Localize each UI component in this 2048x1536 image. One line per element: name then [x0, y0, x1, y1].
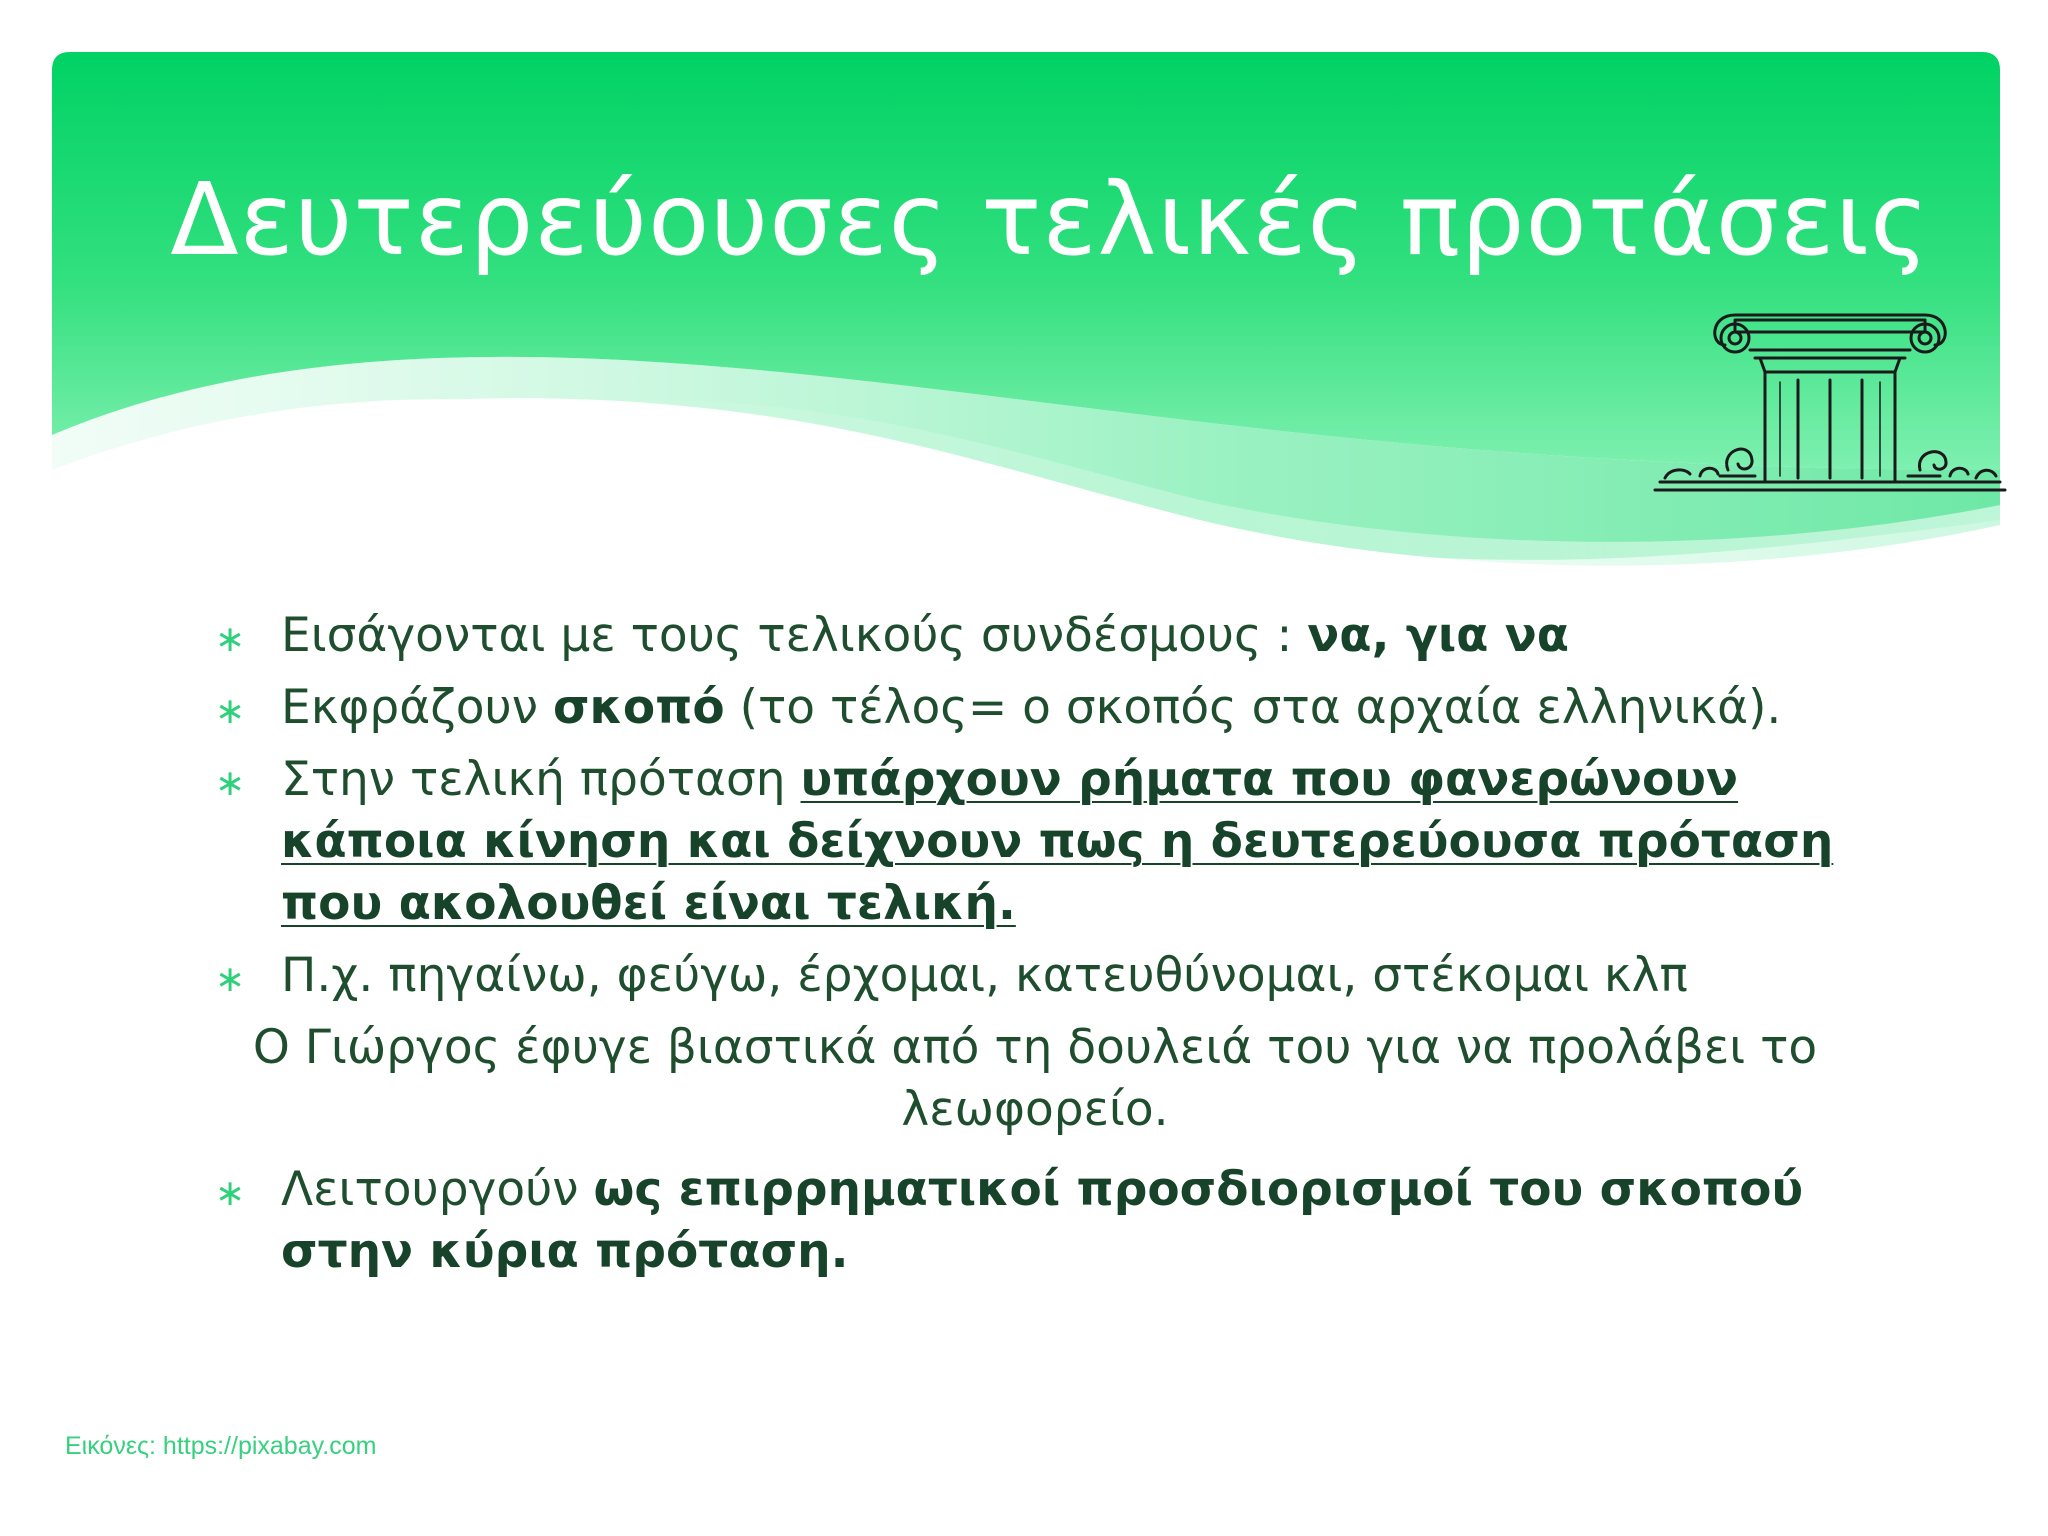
bullet-text: Λειτουργούν — [281, 1162, 594, 1217]
bullet-bold-text: να, για να — [1307, 608, 1570, 663]
bullet-text-tail: (το τέλος= ο σκοπός στα αρχαία ελληνικά). — [724, 680, 1782, 735]
bullet-item — [215, 945, 1855, 1007]
asterisk-bullet-icon: ∗ — [215, 763, 246, 804]
bullet-text: Εκφράζουν — [281, 680, 553, 735]
bullet-text: Στην τελική πρόταση — [281, 752, 801, 807]
bullet-text: Π.χ. πηγαίνω, φεύγω, έρχομαι, κατευθύνομαι, στέκομαι κλπ — [281, 948, 1688, 1003]
asterisk-bullet-icon: ∗ — [215, 959, 246, 1000]
slide-title: Δευτερεύουσες τελικές προτάσεις — [170, 161, 1930, 278]
bullet-item — [215, 605, 1855, 667]
bullet-item — [215, 677, 1855, 739]
example-sentence: Ο Γιώργος έφυγε βιαστικά από τη δουλειά του για να προλάβει το λεωφορείο. — [252, 1020, 1818, 1137]
bullet-bold-text: σκοπό — [552, 680, 725, 735]
bullet-text: Εισάγονται με τους τελικούς συνδέσμους : — [281, 608, 1308, 663]
bullet-item — [215, 749, 1855, 935]
bullet-underlined-text: υπάρχουν ρήματα που φανερώνουν κάποια κίνηση και δείχνουν πως η δευτερεύουσα πρόταση που ακολουθεί είναι τελική. — [281, 752, 1834, 931]
ionic-column-icon — [1640, 300, 2020, 500]
asterisk-bullet-icon: ∗ — [215, 691, 246, 732]
bullet-item — [215, 1159, 1855, 1283]
asterisk-bullet-icon: ∗ — [215, 1173, 246, 1214]
asterisk-bullet-icon: ∗ — [215, 619, 246, 660]
bullet-bold-text: ως επιρρηματικοί προσδιορισμοί του σκοπού στην κύρια πρόταση. — [281, 1162, 1804, 1279]
slide-body — [215, 605, 1855, 1293]
image-credit: Εικόνες: https://pixabay.com — [65, 1432, 377, 1460]
